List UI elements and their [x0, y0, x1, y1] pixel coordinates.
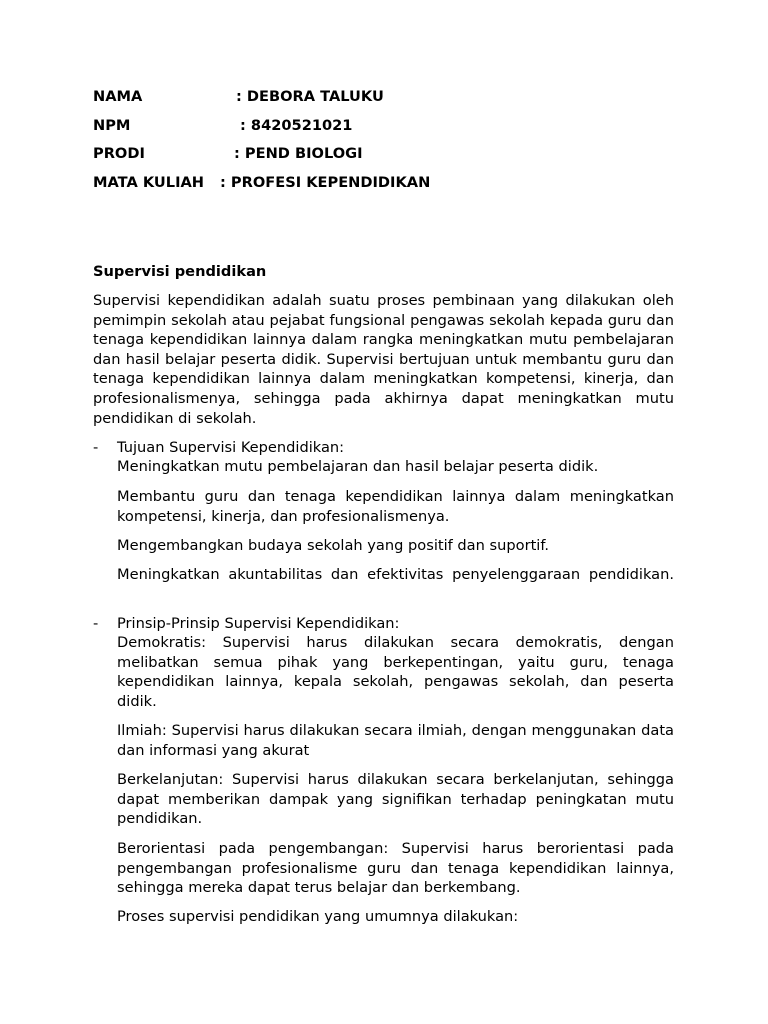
nama-label: NAMA [93, 88, 143, 105]
prodi-label: PRODI [93, 145, 145, 162]
npm-value: : 8420521021 [240, 117, 353, 134]
header-nama-row [93, 87, 384, 107]
section-title: Supervisi pendidikan [93, 263, 267, 280]
header-prodi-row [93, 144, 363, 164]
npm-label: NPM [93, 117, 131, 134]
tujuan-item: Meningkatkan akuntabilitas dan efektivitas penyelenggaraan pendidikan. [117, 566, 674, 583]
prinsip-item: Berorientasi pada pengembangan: Supervisi harus berorientasi pada pengembangan profesionalisme guru dan tenaga kependidikan lainnya, sehingga mereka dapat terus belajar dan berkembang. [117, 840, 674, 897]
prinsip-item: Proses supervisi pendidikan yang umumnya dilakukan: [117, 908, 519, 925]
prinsip-item: Demokratis: Supervisi harus dilakukan secara demokratis, dengan melibatkan semua pihak yang berkepentingan, yaitu guru, tenaga kependidikan lainnya, kepala sekolah, pengawas sekolah, dan peserta didik. [117, 634, 674, 710]
header-matkul-row [93, 173, 431, 193]
prinsip-item: Berkelanjutan: Supervisi harus dilakukan secara berkelanjutan, sehingga dapat memberikan dampak yang signifikan terhadap peningkatan mutu pendidikan. [117, 771, 674, 828]
nama-value: : DEBORA TALUKU [236, 88, 384, 105]
tujuan-item: Membantu guru dan tenaga kependidikan lainnya dalam meningkatkan kompetensi, kinerja, dan profesionalismenya. [117, 488, 674, 525]
tujuan-bullet-dash: - [93, 439, 99, 456]
tujuan-item: Mengembangkan budaya sekolah yang positif dan suportif. [117, 537, 550, 554]
intro-paragraph: Supervisi kependidikan adalah suatu proses pembinaan yang dilakukan oleh pemimpin sekolah atau pejabat fungsional pengawas sekolah kepada guru dan tenaga kependidikan lainnya dalam rangka meningkatkan mutu pembelajaran dan hasil belajar peserta didik. Supervisi bertujuan untuk membantu guru dan tenaga kependidikan lainnya dalam meningkatkan kompetensi, kinerja, dan profesionalismenya, sehingga pada akhirnya dapat meningkatkan mutu pendidikan di sekolah. [93, 292, 674, 427]
matkul-value: : PROFESI KEPENDIDIKAN [220, 174, 431, 191]
matkul-label: MATA KULIAH [93, 174, 205, 191]
prodi-value: : PEND BIOLOGI [234, 145, 363, 162]
tujuan-item: Meningkatkan mutu pembelajaran dan hasil belajar peserta didik. [117, 458, 599, 475]
header-npm-row [93, 116, 353, 136]
prinsip-bullet-dash: - [93, 615, 99, 632]
prinsip-item: Ilmiah: Supervisi harus dilakukan secara ilmiah, dengan menggunakan data dan informasi yang akurat [117, 722, 674, 759]
prinsip-label: Prinsip-Prinsip Supervisi Kependidikan: [117, 615, 400, 632]
tujuan-label: Tujuan Supervisi Kependidikan: [117, 439, 345, 456]
